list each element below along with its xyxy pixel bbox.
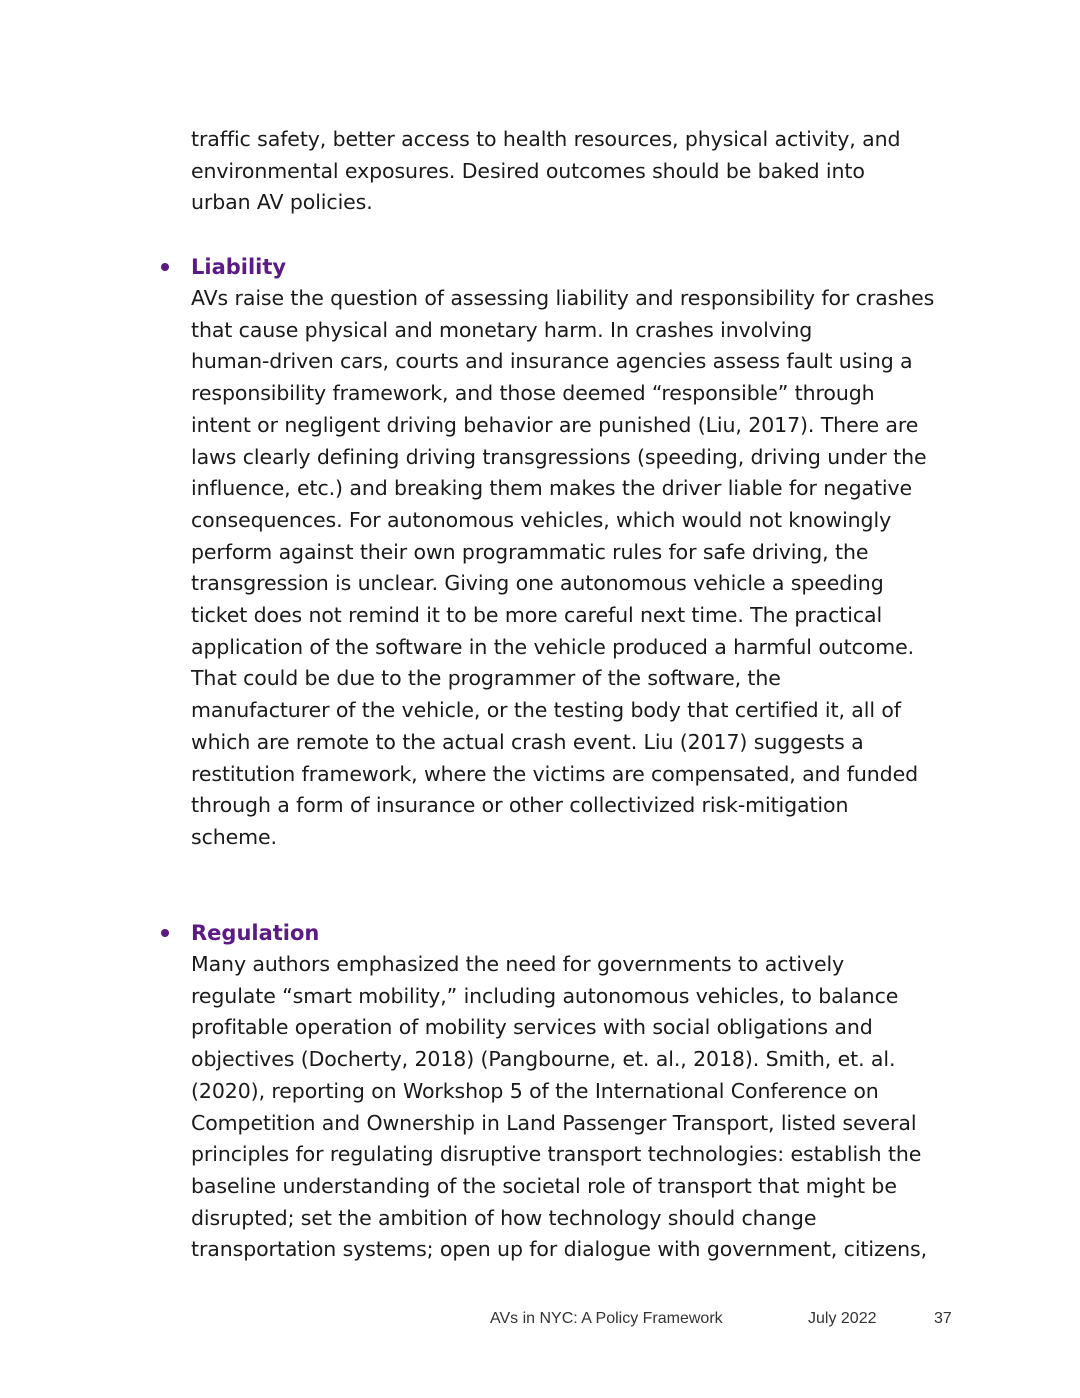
paragraph-line: Many authors emphasized the need for governments to actively — [191, 952, 845, 976]
footer-document-title: AVs in NYC: A Policy Framework — [490, 1310, 723, 1327]
paragraph-line: influence, etc.) and breaking them makes the driver liable for negative — [191, 476, 913, 501]
paragraph-line: environmental exposures. Desired outcomes should be baked into — [191, 158, 865, 183]
paragraph-line: transgression is unclear. Giving one autonomous vehicle a speeding — [191, 571, 884, 596]
paragraph-line: disrupted; set the ambition of how technology should change — [191, 1205, 817, 1230]
paragraph-line: ticket does not remind it to be more careful next time. The practical — [191, 603, 883, 628]
footer-date: July 2022 — [808, 1310, 877, 1327]
paragraph-line: restitution framework, where the victims are compensated, and funded — [191, 761, 919, 786]
paragraph-line: scheme. — [191, 824, 277, 849]
paragraph-line: consequences. For autonomous vehicles, which would not knowingly — [191, 507, 892, 532]
paragraph-line: objectives (Docherty, 2018) (Pangbourne, et. al., 2018). Smith, et. al. — [191, 1047, 896, 1072]
paragraph-line: regulate “smart mobility,” including autonomous vehicles, to balance — [191, 983, 899, 1008]
paragraph-line: (2020), reporting on Workshop 5 of the International Conference on — [191, 1078, 879, 1103]
section-heading-liability: Liability — [191, 255, 287, 279]
liability-paragraph — [191, 283, 961, 854]
paragraph-line: transportation systems; open up for dialogue with government, citizens, — [191, 1237, 928, 1262]
paragraph-line: manufacturer of the vehicle, or the testing body that certified it, all of — [191, 698, 901, 723]
paragraph-line: That could be due to the programmer of the software, the — [191, 666, 781, 691]
paragraph-line: that cause physical and monetary harm. In crashes involving — [191, 317, 813, 342]
paragraph-line: baseline understanding of the societal role of transport that might be — [191, 1173, 897, 1198]
paragraph-line: which are remote to the actual crash event. Liu (2017) suggests a — [191, 729, 864, 754]
bullet-icon — [161, 263, 169, 271]
regulation-paragraph — [191, 949, 961, 1266]
paragraph-line: through a form of insurance or other collectivized risk-mitigation — [191, 793, 849, 818]
paragraph-line: AVs raise the question of assessing liability and responsibility for crashes — [191, 286, 935, 310]
paragraph-line: urban AV policies. — [191, 190, 373, 215]
intro-paragraph — [191, 124, 961, 219]
paragraph-line: traffic safety, better access to health resources, physical activity, and — [191, 127, 901, 151]
paragraph-line: laws clearly defining driving transgressions (speeding, driving under the — [191, 444, 927, 469]
paragraph-line: Competition and Ownership in Land Passenger Transport, listed several — [191, 1110, 917, 1135]
section-heading-regulation: Regulation — [191, 921, 320, 945]
paragraph-line: application of the software in the vehicle produced a harmful outcome. — [191, 634, 915, 659]
paragraph-line: principles for regulating disruptive transport technologies: establish the — [191, 1142, 922, 1167]
footer-page-number: 37 — [934, 1310, 952, 1327]
paragraph-line: intent or negligent driving behavior are punished (Liu, 2017). There are — [191, 412, 919, 437]
paragraph-line: profitable operation of mobility services with social obligations and — [191, 1015, 873, 1040]
bullet-icon — [161, 929, 169, 937]
paragraph-line: perform against their own programmatic rules for safe driving, the — [191, 539, 869, 564]
paragraph-line: responsibility framework, and those deemed “responsible” through — [191, 381, 875, 406]
paragraph-line: human-driven cars, courts and insurance agencies assess fault using a — [191, 349, 913, 374]
